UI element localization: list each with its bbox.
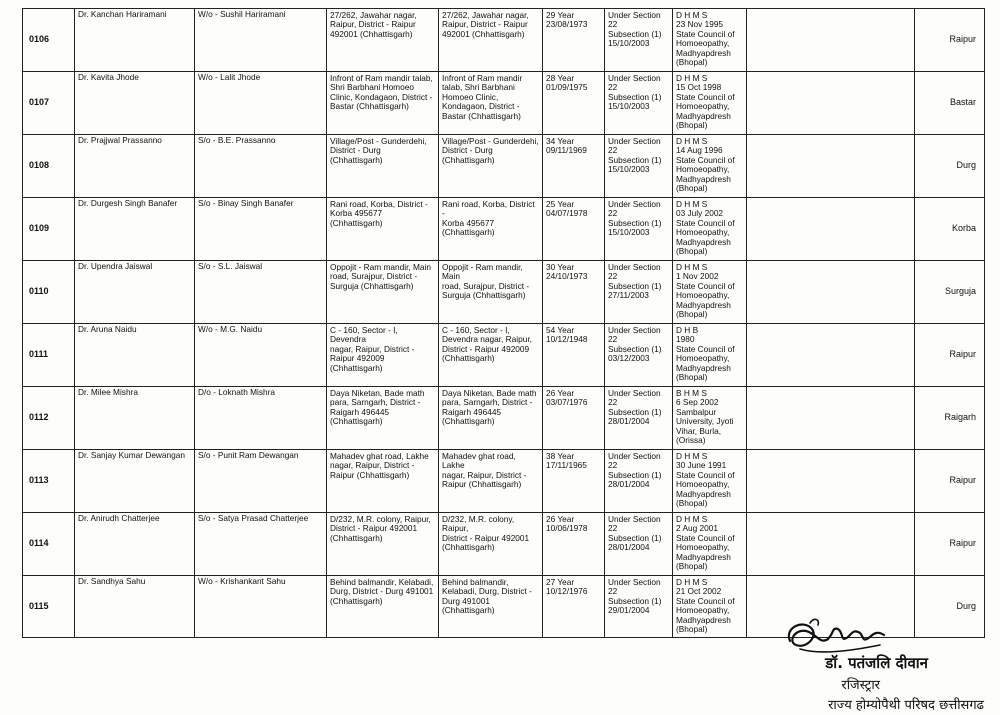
district-text: Durg bbox=[956, 600, 976, 611]
blank-cell bbox=[747, 135, 915, 198]
current-address-text: Village/Post - Gunderdehi, District - Durg (Chhattisgarh) bbox=[442, 136, 539, 165]
registration-section bbox=[605, 72, 673, 135]
qualification bbox=[673, 9, 747, 72]
permanent-address-text: Rani road, Korba, District - Korba 495677 (Chhattisgarh) bbox=[330, 199, 428, 228]
permanent-address-text: Daya Niketan, Bade math para, Sarngarh, District - Raigarh 496445 (Chhattisgarh) bbox=[330, 388, 425, 427]
permanent-address bbox=[327, 576, 439, 638]
permanent-address-text: D/232, M.R. colony, Raipur, District - Raipur 492001 (Chhattisgarh) bbox=[330, 514, 431, 543]
relation-text: W/o - Sushil Hariramani bbox=[198, 9, 286, 19]
record-number bbox=[23, 9, 75, 72]
record-number bbox=[23, 387, 75, 450]
district-text: Raipur bbox=[949, 538, 976, 549]
qualification bbox=[673, 387, 747, 450]
current-address-text: 27/262, Jawahar nagar, Raipur, District - Raipur 492001 (Chhattisgarh) bbox=[442, 10, 529, 39]
doctor-name bbox=[75, 324, 195, 387]
blank-cell bbox=[747, 450, 915, 513]
age-dob-text: 34 Year 09/11/1969 bbox=[546, 136, 587, 156]
doctor-name-text: Dr. Sandhya Sahu bbox=[78, 576, 146, 586]
permanent-address bbox=[327, 513, 439, 576]
age-dob bbox=[543, 450, 605, 513]
permanent-address bbox=[327, 9, 439, 72]
registration-section bbox=[605, 198, 673, 261]
record-number bbox=[23, 513, 75, 576]
permanent-address bbox=[327, 387, 439, 450]
current-address-text: Oppojit - Ram mandir, Main road, Surajpur, District - Surguja (Chhattisgarh) bbox=[442, 262, 530, 301]
qualification-text: D H M S 2 Aug 2001 State Council of Homoeopathy, Madhyapdresh (Bhopal) bbox=[676, 514, 735, 572]
record-number bbox=[23, 450, 75, 513]
district-text: Korba bbox=[951, 223, 976, 234]
registration-section bbox=[605, 135, 673, 198]
qualification-text: D H M S 15 Oct 1998 State Council of Homoeopathy, Madhyapdresh (Bhopal) bbox=[676, 73, 735, 131]
doctor-name-text: Dr. Aruna Naidu bbox=[78, 324, 137, 334]
age-dob-text: 27 Year 10/12/1976 bbox=[546, 577, 588, 597]
permanent-address bbox=[327, 72, 439, 135]
record-number-text: 0108 bbox=[29, 160, 50, 171]
qualification bbox=[673, 135, 747, 198]
current-address bbox=[439, 9, 543, 72]
qualification-text: D H M S 1 Nov 2002 State Council of Homoeopathy, Madhyapdresh (Bhopal) bbox=[676, 262, 735, 320]
qualification-text: D H B 1980 State Council of Homoeopathy, Madhyapdresh (Bhopal) bbox=[676, 325, 735, 383]
current-address-text: Mahadev ghat road, Lakhe nagar, Raipur, District - Raipur (Chhattisgarh) bbox=[442, 451, 527, 490]
doctor-name bbox=[75, 135, 195, 198]
table-row bbox=[23, 450, 985, 513]
doctor-name bbox=[75, 513, 195, 576]
relation-text: S/o - S.L. Jaiswal bbox=[198, 261, 263, 271]
registration-section bbox=[605, 9, 673, 72]
district bbox=[915, 513, 985, 576]
registration-section-text: Under Section 22 Subsection (1) 15/10/2003 bbox=[608, 10, 662, 49]
doctor-name bbox=[75, 576, 195, 638]
registration-section-text: Under Section 22 Subsection (1) 28/01/2004 bbox=[608, 451, 662, 490]
relation-text: W/o - M.G. Naidu bbox=[198, 324, 263, 334]
district bbox=[915, 261, 985, 324]
district bbox=[915, 324, 985, 387]
relation-text: W/o - Lalit Jhode bbox=[198, 72, 261, 82]
district-text: Durg bbox=[956, 160, 976, 171]
doctor-name-text: Dr. Upendra Jaiswal bbox=[78, 261, 153, 271]
permanent-address bbox=[327, 135, 439, 198]
record-number-text: 0109 bbox=[29, 223, 50, 234]
age-dob bbox=[543, 198, 605, 261]
registration-section-text: Under Section 22 Subsection (1) 28/01/2004 bbox=[608, 514, 662, 553]
doctor-name bbox=[75, 198, 195, 261]
current-address-text: D/232, M.R. colony, Raipur, District - Raipur 492001 (Chhattisgarh) bbox=[442, 514, 530, 553]
doctor-name-text: Dr. Anirudh Chatterjee bbox=[78, 513, 160, 523]
age-dob bbox=[543, 387, 605, 450]
doctor-name bbox=[75, 72, 195, 135]
blank-cell bbox=[747, 513, 915, 576]
age-dob bbox=[543, 135, 605, 198]
relation-text: S/o - Punit Ram Dewangan bbox=[198, 450, 299, 460]
relation bbox=[195, 576, 327, 638]
qualification-text: D H M S 21 Oct 2002 State Council of Homoeopathy, Madhyapdresh (Bhopal) bbox=[676, 577, 735, 635]
qualification-text: D H M S 03 July 2002 State Council of Homoeopathy, Madhyapdresh (Bhopal) bbox=[676, 199, 735, 257]
district-text: Raigarh bbox=[944, 412, 976, 423]
age-dob bbox=[543, 72, 605, 135]
table-row bbox=[23, 513, 985, 576]
district-text: Raipur bbox=[949, 34, 976, 45]
blank-cell bbox=[747, 72, 915, 135]
registration-section-text: Under Section 22 Subsection (1) 15/10/2003 bbox=[608, 73, 662, 112]
record-number-text: 0110 bbox=[29, 286, 49, 297]
registration-section bbox=[605, 576, 673, 638]
blank-cell bbox=[747, 387, 915, 450]
qualification bbox=[673, 513, 747, 576]
registrar-title: रजिस्ट्रार bbox=[841, 678, 880, 693]
permanent-address bbox=[327, 261, 439, 324]
qualification-text: D H M S 14 Aug 1996 State Council of Homoeopathy, Madhyapdresh (Bhopal) bbox=[676, 136, 735, 194]
relation bbox=[195, 135, 327, 198]
doctor-name bbox=[75, 387, 195, 450]
permanent-address-text: Infront of Ram mandir talab, Shri Barbhani Homoeo Clinic, Kondagaon, District - Bastar (Chhattisgarh) bbox=[330, 73, 433, 112]
record-number-text: 0107 bbox=[29, 97, 50, 108]
registrar-name: डॉ. पतंजलि दीवान bbox=[825, 654, 928, 672]
current-address bbox=[439, 261, 543, 324]
signature-block bbox=[700, 615, 1000, 715]
record-number bbox=[23, 72, 75, 135]
registration-section bbox=[605, 261, 673, 324]
registration-section bbox=[605, 324, 673, 387]
table-row bbox=[23, 261, 985, 324]
table-row bbox=[23, 324, 985, 387]
blank-cell bbox=[747, 324, 915, 387]
age-dob-text: 38 Year 17/11/1965 bbox=[546, 451, 587, 471]
registration-section-text: Under Section 22 Subsection (1) 27/11/2003 bbox=[608, 262, 662, 301]
district bbox=[915, 450, 985, 513]
age-dob bbox=[543, 513, 605, 576]
registration-section bbox=[605, 513, 673, 576]
registration-section-text: Under Section 22 Subsection (1) 03/12/2003 bbox=[608, 325, 662, 364]
registration-section-text: Under Section 22 Subsection (1) 28/01/2004 bbox=[608, 388, 662, 427]
current-address bbox=[439, 387, 543, 450]
qualification bbox=[673, 450, 747, 513]
blank-cell bbox=[747, 198, 915, 261]
age-dob-text: 28 Year 01/09/1975 bbox=[546, 73, 588, 93]
doctor-name-text: Dr. Sanjay Kumar Dewangan bbox=[78, 450, 185, 460]
record-number bbox=[23, 261, 75, 324]
permanent-address-text: Behind balmandir, Kelabadi, Durg, District - Durg 491001 (Chhattisgarh) bbox=[330, 577, 434, 606]
record-number bbox=[23, 576, 75, 638]
doctor-name bbox=[75, 261, 195, 324]
relation-text: S/o - Binay Singh Banafer bbox=[198, 198, 294, 208]
registration-section bbox=[605, 387, 673, 450]
qualification-text: D H M S 30 June 1991 State Council of Homoeopathy, Madhyapdresh (Bhopal) bbox=[676, 451, 735, 509]
current-address bbox=[439, 576, 543, 638]
qualification bbox=[673, 324, 747, 387]
district-text: Raipur bbox=[949, 349, 976, 360]
current-address bbox=[439, 72, 543, 135]
district-text: Bastar bbox=[949, 97, 976, 108]
record-number-text: 0115 bbox=[29, 600, 49, 611]
age-dob-text: 26 Year 03/07/1976 bbox=[546, 388, 588, 408]
relation bbox=[195, 513, 327, 576]
age-dob-text: 25 Year 04/07/1978 bbox=[546, 199, 588, 219]
district bbox=[915, 72, 985, 135]
age-dob bbox=[543, 576, 605, 638]
permanent-address-text: Village/Post - Gunderdehi, District - Durg (Chhattisgarh) bbox=[330, 136, 427, 165]
age-dob-text: 26 Year 10/06/1978 bbox=[546, 514, 588, 534]
doctor-name-text: Dr. Prajjwal Prassanno bbox=[78, 135, 162, 145]
current-address bbox=[439, 324, 543, 387]
qualification bbox=[673, 72, 747, 135]
registration-section bbox=[605, 450, 673, 513]
age-dob-text: 29 Year 23/08/1973 bbox=[546, 10, 588, 30]
current-address-text: Daya Niketan, Bade math para, Sarngarh, District - Raigarh 496445 (Chhattisgarh) bbox=[442, 388, 537, 427]
district bbox=[915, 9, 985, 72]
table-row bbox=[23, 198, 985, 261]
district-text: Surguja bbox=[944, 286, 976, 297]
doctor-name-text: Dr. Kanchan Hariramani bbox=[78, 9, 167, 19]
record-number-text: 0112 bbox=[29, 412, 49, 423]
registration-table bbox=[22, 8, 985, 638]
doctor-name-text: Dr. Milee Mishra bbox=[78, 387, 138, 397]
doctor-name bbox=[75, 450, 195, 513]
record-number bbox=[23, 324, 75, 387]
blank-cell bbox=[747, 9, 915, 72]
age-dob bbox=[543, 324, 605, 387]
registration-section-text: Under Section 22 Subsection (1) 15/10/2003 bbox=[608, 136, 662, 175]
permanent-address-text: Oppojit - Ram mandir, Main road, Surajpur, District - Surguja (Chhattisgarh) bbox=[330, 262, 431, 291]
council-name: राज्य होम्योपैथी परिषद छत्तीसगढ bbox=[828, 698, 984, 713]
doctor-name bbox=[75, 9, 195, 72]
current-address-text: C - 160, Sector - I, Devendra nagar, Raipur, District - Raipur 492009 (Chhattisgarh) bbox=[442, 325, 532, 364]
permanent-address bbox=[327, 450, 439, 513]
relation-text: S/o - Satya Prasad Chatterjee bbox=[198, 513, 309, 523]
permanent-address-text: Mahadev ghat road, Lakhe nagar, Raipur, District - Raipur (Chhattisgarh) bbox=[330, 451, 429, 480]
table-row bbox=[23, 72, 985, 135]
doctor-name-text: Dr. Kavita Jhode bbox=[78, 72, 139, 82]
record-number bbox=[23, 198, 75, 261]
relation bbox=[195, 72, 327, 135]
qualification-text: B H M S 6 Sep 2002 Sambalpur University, Jyoti Vihar, Burla, (Orissa) bbox=[676, 388, 734, 446]
record-number-text: 0114 bbox=[29, 538, 49, 549]
current-address-text: Rani road, Korba, District - Korba 495677 (Chhattisgarh) bbox=[442, 199, 535, 238]
age-dob bbox=[543, 261, 605, 324]
current-address bbox=[439, 135, 543, 198]
relation bbox=[195, 261, 327, 324]
permanent-address bbox=[327, 198, 439, 261]
registration-section-text: Under Section 22 Subsection (1) 15/10/2003 bbox=[608, 199, 662, 238]
relation-text: D/o - Loknath Mishra bbox=[198, 387, 276, 397]
relation bbox=[195, 324, 327, 387]
blank-cell bbox=[747, 261, 915, 324]
relation bbox=[195, 198, 327, 261]
district bbox=[915, 387, 985, 450]
record-number-text: 0111 bbox=[29, 349, 49, 360]
relation bbox=[195, 387, 327, 450]
record-number-text: 0106 bbox=[29, 34, 50, 45]
relation-text: W/o - Krishankant Sahu bbox=[198, 576, 286, 586]
table-row bbox=[23, 135, 985, 198]
age-dob-text: 30 Year 24/10/1973 bbox=[546, 262, 588, 282]
table-row bbox=[23, 9, 985, 72]
current-address bbox=[439, 513, 543, 576]
district-text: Raipur bbox=[949, 475, 976, 486]
qualification bbox=[673, 261, 747, 324]
current-address-text: Behind balmandir, Kelabadi, Durg, District - Durg 491001 (Chhattisgarh) bbox=[442, 577, 532, 616]
record-number bbox=[23, 135, 75, 198]
age-dob-text: 54 Year 10/12/1948 bbox=[546, 325, 588, 345]
doctor-name-text: Dr. Durgesh Singh Banafer bbox=[78, 198, 178, 208]
current-address bbox=[439, 450, 543, 513]
relation bbox=[195, 450, 327, 513]
district bbox=[915, 198, 985, 261]
permanent-address bbox=[327, 324, 439, 387]
permanent-address-text: 27/262, Jawahar nagar, Raipur, District - Raipur 492001 (Chhattisgarh) bbox=[330, 10, 417, 39]
record-number-text: 0113 bbox=[29, 475, 49, 486]
age-dob bbox=[543, 9, 605, 72]
qualification-text: D H M S 23 Nov 1995 State Council of Homoeopathy, Madhyapdresh (Bhopal) bbox=[676, 10, 735, 68]
table-row bbox=[23, 387, 985, 450]
district bbox=[915, 135, 985, 198]
current-address-text: Infront of Ram mandir talab, Shri Barbhani Homoeo Clinic, Kondagaon, District - Bastar (Chhattisgarh) bbox=[442, 73, 523, 121]
relation-text: S/o - B.E. Prassanno bbox=[198, 135, 276, 145]
registration-section-text: Under Section 22 Subsection (1) 29/01/2004 bbox=[608, 577, 662, 616]
qualification bbox=[673, 198, 747, 261]
permanent-address-text: C - 160, Sector - I, Devendra nagar, Raipur, District - Raipur 492009 (Chhattisgarh) bbox=[330, 325, 415, 373]
relation bbox=[195, 9, 327, 72]
handwritten-signature bbox=[780, 615, 910, 657]
current-address bbox=[439, 198, 543, 261]
